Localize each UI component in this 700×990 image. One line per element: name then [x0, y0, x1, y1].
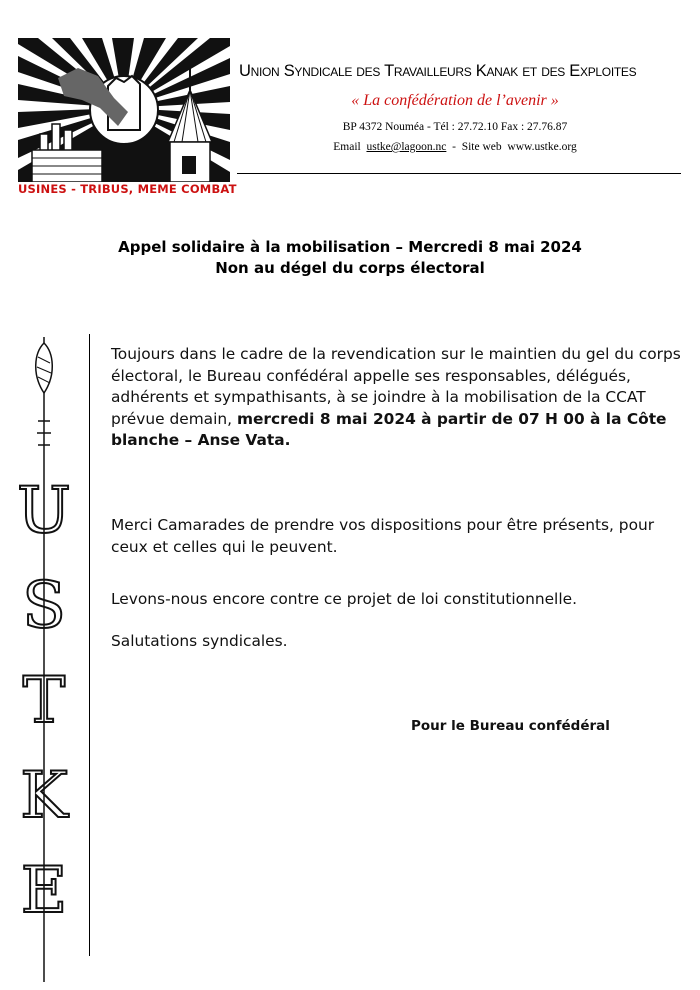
paragraph-call-to-action — [111, 344, 691, 452]
document-title: Appel solidaire à la mobilisation – Mercredi 8 mai 2024 — [118, 238, 582, 256]
signature: Pour le Bureau confédéral — [411, 718, 610, 734]
paragraph-rally: Levons-nous encore contre ce projet de loi constitutionnelle. — [111, 590, 577, 608]
paragraph-salutation: Salutations syndicales. — [111, 632, 288, 650]
spear-letter-u: U — [17, 474, 71, 548]
contact-info-online: Email ustke@lagoon.nc - Site web www.ustke.org — [333, 141, 577, 153]
website-label: Site web — [461, 141, 502, 153]
spear-letter-t: T — [22, 664, 66, 738]
spear-letter-k: K — [20, 759, 68, 833]
org-name-text: Union Syndicale des Travailleurs Kanak et des Exploites — [239, 62, 637, 80]
paragraph-1-text: Toujours dans le cadre de la revendication sur le maintien du gel du corps électoral, le Bureau confédéral appelle ses responsables, délégués, adhérents et sympathisants, à se joindre à la mobilisation de la CCAT prévue demain, — [111, 345, 681, 428]
email-label: Email — [333, 141, 361, 153]
website-link[interactable]: www.ustke.org — [507, 141, 577, 153]
paragraph-thanks: Merci Camarades de prendre vos dispositions pour être présents, pour ceux et celles qui le peuvent. — [111, 516, 655, 556]
header-divider — [237, 173, 681, 174]
paragraph-1-bold: mercredi 8 mai 2024 à partir de 07 H 00 à la Côte blanche – Anse Vata. — [111, 409, 667, 449]
logo-slogan: USINES - TRIBUS, MEME COMBAT — [18, 182, 237, 196]
email-link[interactable]: ustke@lagoon.nc — [366, 141, 447, 153]
logo-illustration — [18, 38, 230, 182]
spear-letter-e: E — [20, 854, 68, 928]
ustke-spear-decoration — [4, 337, 84, 982]
vertical-divider — [89, 334, 90, 956]
contact-info-address: BP 4372 Nouméa - Tél : 27.72.10 Fax : 27.76.87 — [342, 121, 568, 133]
document-subtitle: Non au dégel du corps électoral — [215, 259, 485, 277]
ustke-logo — [18, 38, 237, 200]
spear-letter-s: S — [22, 569, 66, 643]
organization-name — [239, 62, 689, 81]
organization-motto: « La confédération de l’avenir » — [351, 92, 559, 109]
